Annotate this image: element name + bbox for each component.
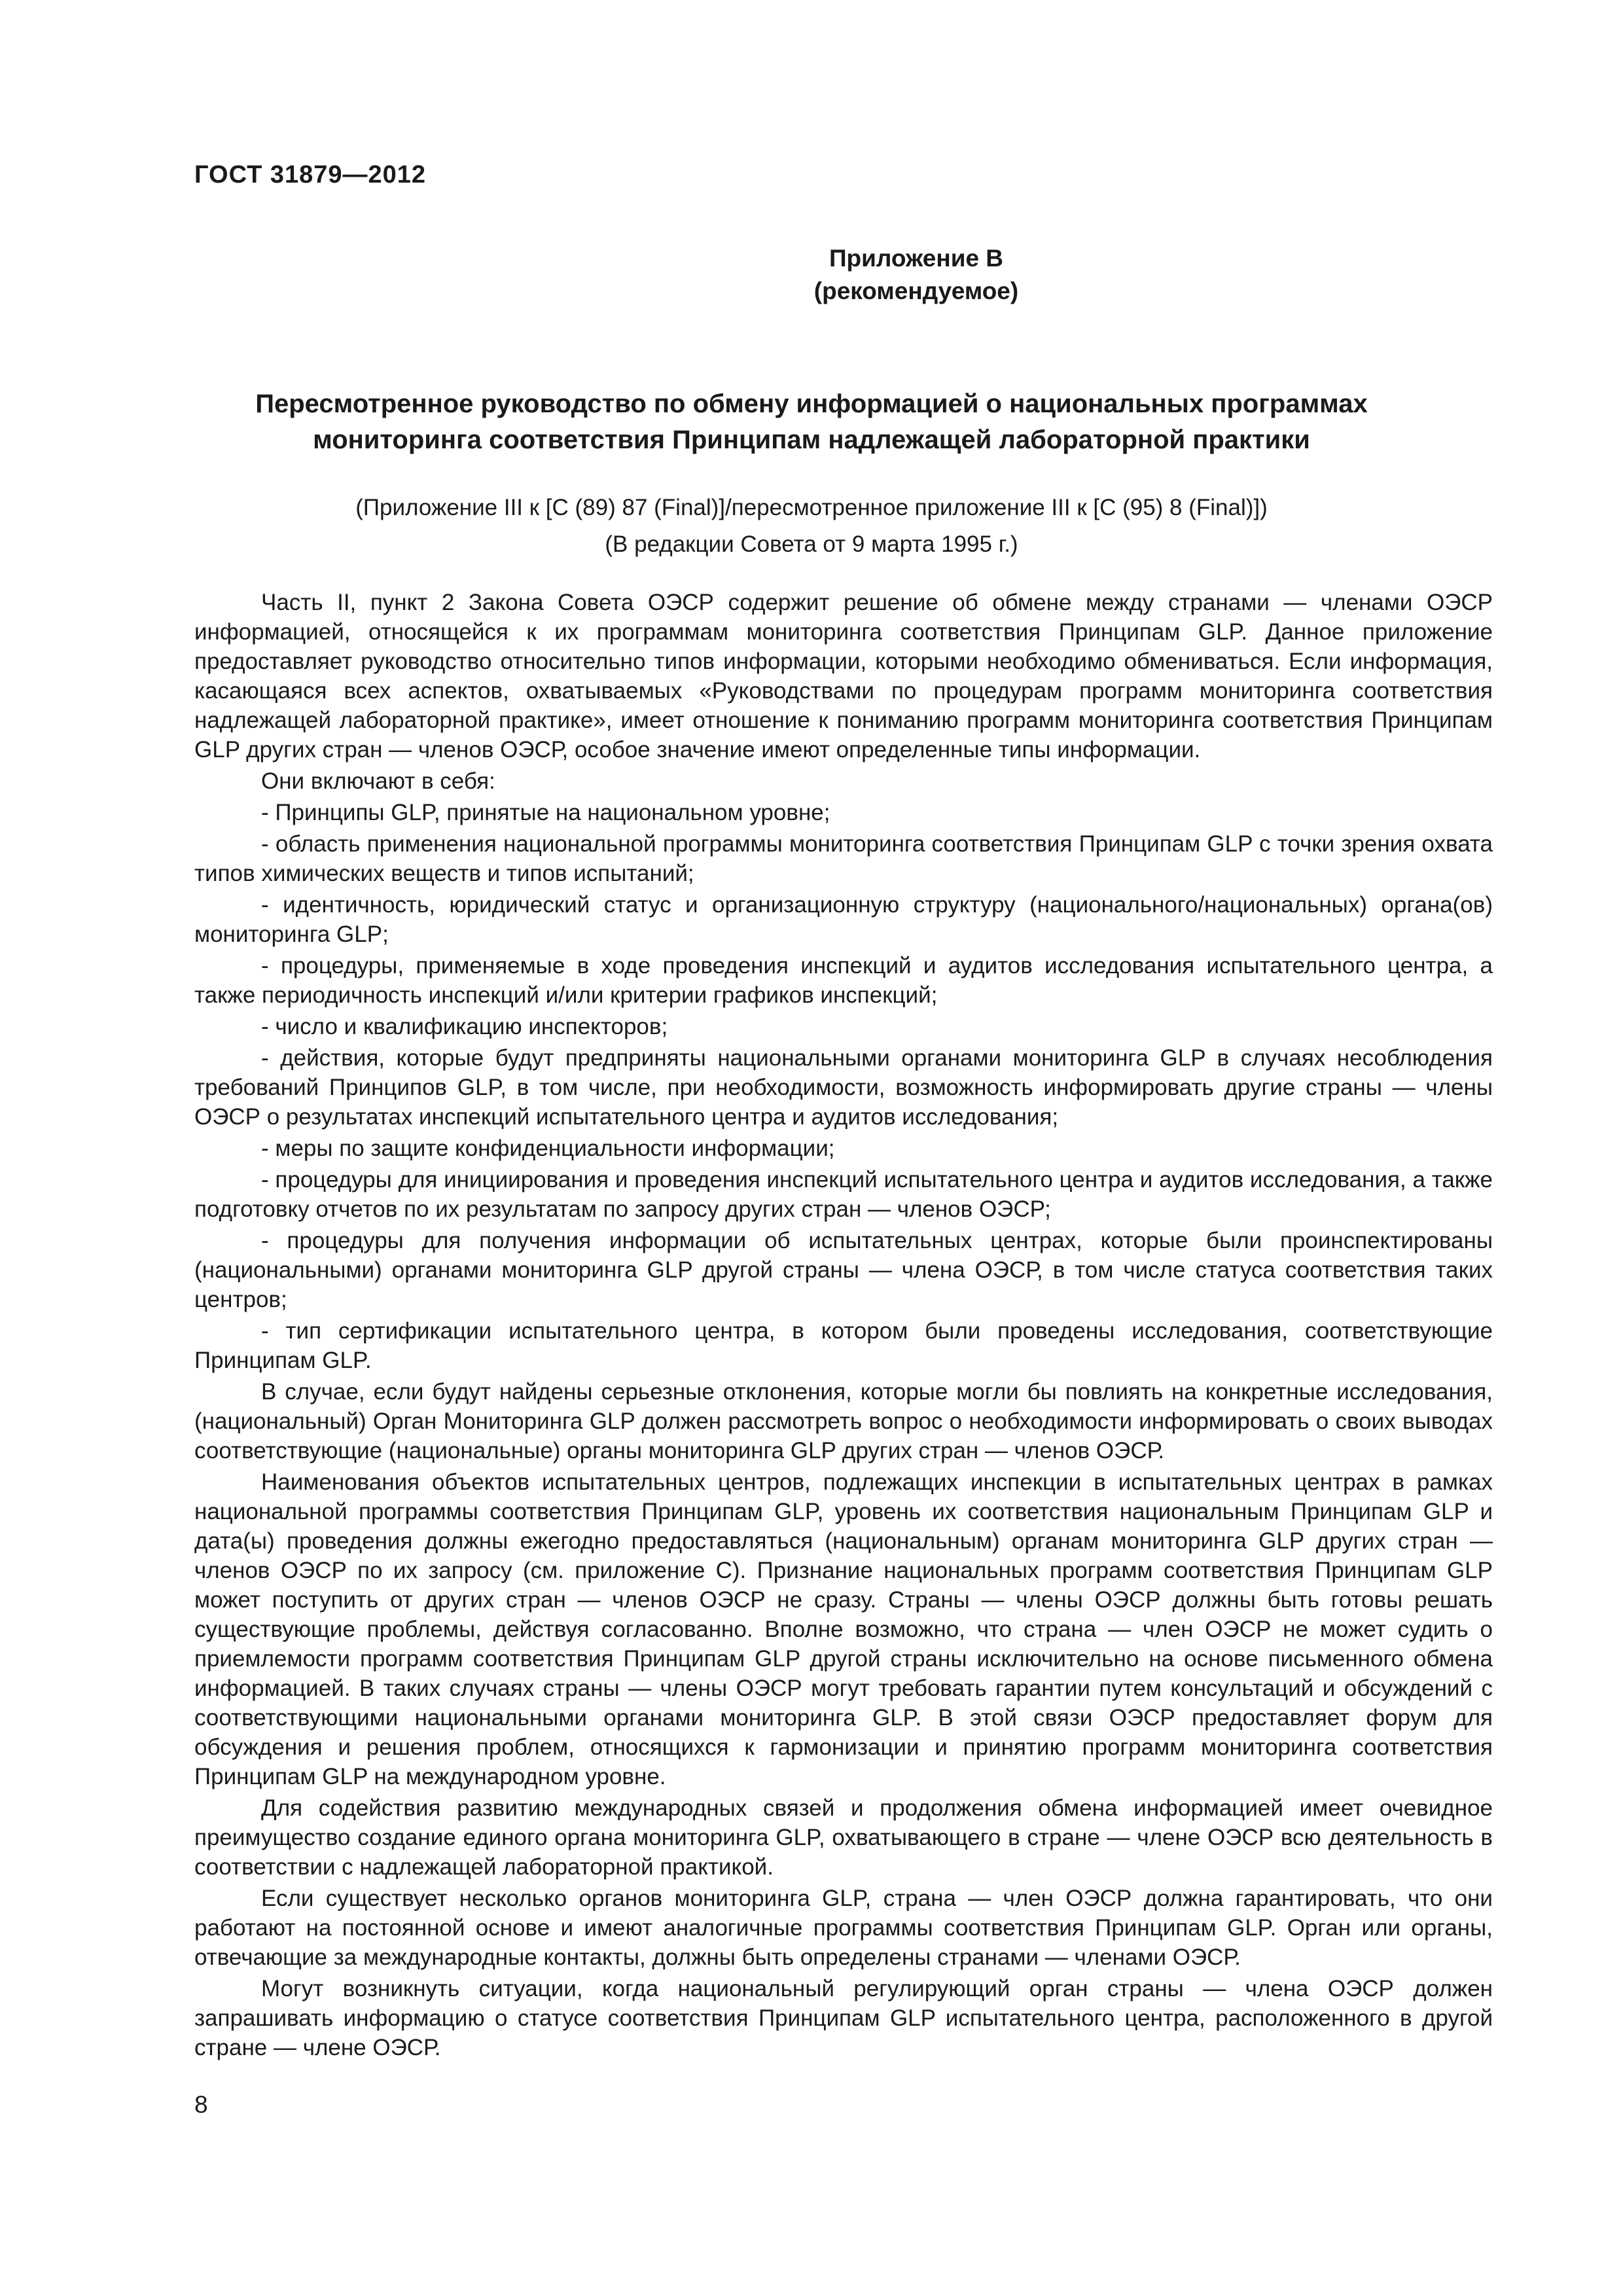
subtitle-line-2: (В редакции Совета от 9 марта 1995 г.) <box>605 531 1018 557</box>
list-item: - Принципы GLP, принятые на национальном уровне; <box>261 800 830 825</box>
list-item: - тип сертификации испытательного центра, в котором были проведены исследования, соответствующие Принципам GLP. <box>194 1318 1493 1373</box>
paragraph-single-authority: Для содействия развитию международных связей и продолжения обмена информацией имеет очевидное преимущество создание единого органа мониторинга GLP, охватывающего в стране — члене ОЭСР всю деятельность в соответствии с надлежащей лабораторной практикой. <box>194 1795 1493 1880</box>
paragraph-deviations: В случае, если будут найдены серьезные отклонения, которые могли бы повлиять на конкретные исследования, (национальный) Орган Мониторинга GLP должен рассмотреть вопрос о необходимости информировать о своих выводах соответствующие (национальные) органы мониторинга GLP других стран — членов ОЭСР. <box>194 1379 1493 1463</box>
list-item: - действия, которые будут предприняты национальными органами мониторинга GLP в случаях несоблюдения требований Принципов GLP, в том числе, при необходимости, возможность информировать другие страны — члены ОЭСР о результатах инспекций испытательного центра и аудитов исследования; <box>194 1045 1493 1130</box>
title-line-1: Пересмотренное руководство по обмену информацией о национальных программах <box>255 389 1368 418</box>
list-item: - идентичность, юридический статус и организационную структуру (национального/национальных) органа(ов) мониторинга GLP; <box>194 892 1493 947</box>
list-item: - процедуры для инициирования и проведения инспекций испытательного центра и аудитов исследования, а также подготовку отчетов по их результатам по запросу других стран — членов ОЭСР; <box>194 1167 1493 1222</box>
title-line-2: мониторинга соответствия Принципам надлежащей лабораторной практики <box>313 425 1310 454</box>
list-item: - процедуры для получения информации об испытательных центрах, которые были проинспектированы (национальными) органами мониторинга GLP другой страны — члена ОЭСР, в том числе статуса соответствия таких центров; <box>194 1228 1493 1312</box>
document-subtitle <box>196 490 1427 563</box>
document-title <box>196 386 1427 458</box>
body-text <box>194 588 1493 2064</box>
paragraph-multiple-authorities: Если существует несколько органов мониторинга GLP, страна — член ОЭСР должна гарантировать, что они работают на постоянной основе и имеют аналогичные программы соответствия Принципам GLP. Орган или органы, отвечающие за международные контакты, должны быть определены странами — членами ОЭСР. <box>194 1886 1493 1970</box>
list-item: - число и квалификацию инспекторов; <box>261 1014 668 1039</box>
list-item: - область применения национальной программы мониторинга соответствия Принципам GLP с точки зрения охвата типов химических веществ и типов испытаний; <box>194 831 1493 886</box>
appendix-title: Приложение В <box>829 245 1004 272</box>
appendix-heading <box>0 242 1505 308</box>
list-item: - меры по защите конфиденциальности информации; <box>261 1136 835 1161</box>
subtitle-line-1: (Приложение III к [С (89) 87 (Final)]/пересмотренное приложение III к [С (95) 8 (Final)]) <box>355 495 1268 520</box>
paragraph-facility-names: Наименования объектов испытательных центров, подлежащих инспекции в испытательных центрах в рамках национальной программы соответствия Принципам GLP, уровень их соответствия национальным Принципам GLP и дата(ы) проведения должны ежегодно предоставляться (национальным) органам мониторинга GLP других стран — членов ОЭСР по их запросу (см. приложение С). Признание национальных программ соответствия Принципам GLP может поступить от других стран — членов ОЭСР не сразу. Страны — члены ОЭСР должны быть готовы решать существующие проблемы, действуя согласованно. Вполне возможно, что страна — член ОЭСР не может судить о приемлемости программ соответствия Принципам GLP другой страны исключительно на основе письменного обмена информацией. В таких случаях страны — члены ОЭСР могут требовать гарантии путем консультаций и обсуждений с соответствующими национальными органами мониторинга GLP. В этой связи ОЭСР предоставляет форум для обсуждения и решения проблем, относящихся к гармонизации и принятию программ мониторинга соответствия Принципам GLP на международном уровне. <box>194 1469 1493 1789</box>
page-number: 8 <box>194 2091 208 2118</box>
paragraph-list-lead: Они включают в себя: <box>261 768 495 794</box>
appendix-status: (рекомендуемое) <box>813 278 1019 304</box>
standard-code: ГОСТ 31879—2012 <box>194 161 427 188</box>
paragraph-intro: Часть II, пункт 2 Закона Совета ОЭСР содержит решение об обмене между странами — членами ОЭСР информацией, относящейся к их программам мониторинга соответствия Принципам GLP. Данное приложение предоставляет руководство относительно типов информации, которыми необходимо обмениваться. Если информация, касающаяся всех аспектов, охватываемых «Руководствами по процедурам программ мониторинга соответствия надлежащей лабораторной практике», имеет отношение к пониманию программ мониторинга соответствия Принципам GLP других стран — членов ОЭСР, особое значение имеют определенные типы информации. <box>194 590 1493 762</box>
list-item: - процедуры, применяемые в ходе проведения инспекций и аудитов исследования испытательного центра, а также периодичность инспекций и/или критерии графиков инспекций; <box>194 953 1493 1008</box>
paragraph-status-requests: Могут возникнуть ситуации, когда национальный регулирующий орган страны — члена ОЭСР должен запрашивать информацию о статусе соответствия Принципам GLP испытательного центра, расположенного в другой стране — члене ОЭСР. <box>194 1976 1493 2060</box>
